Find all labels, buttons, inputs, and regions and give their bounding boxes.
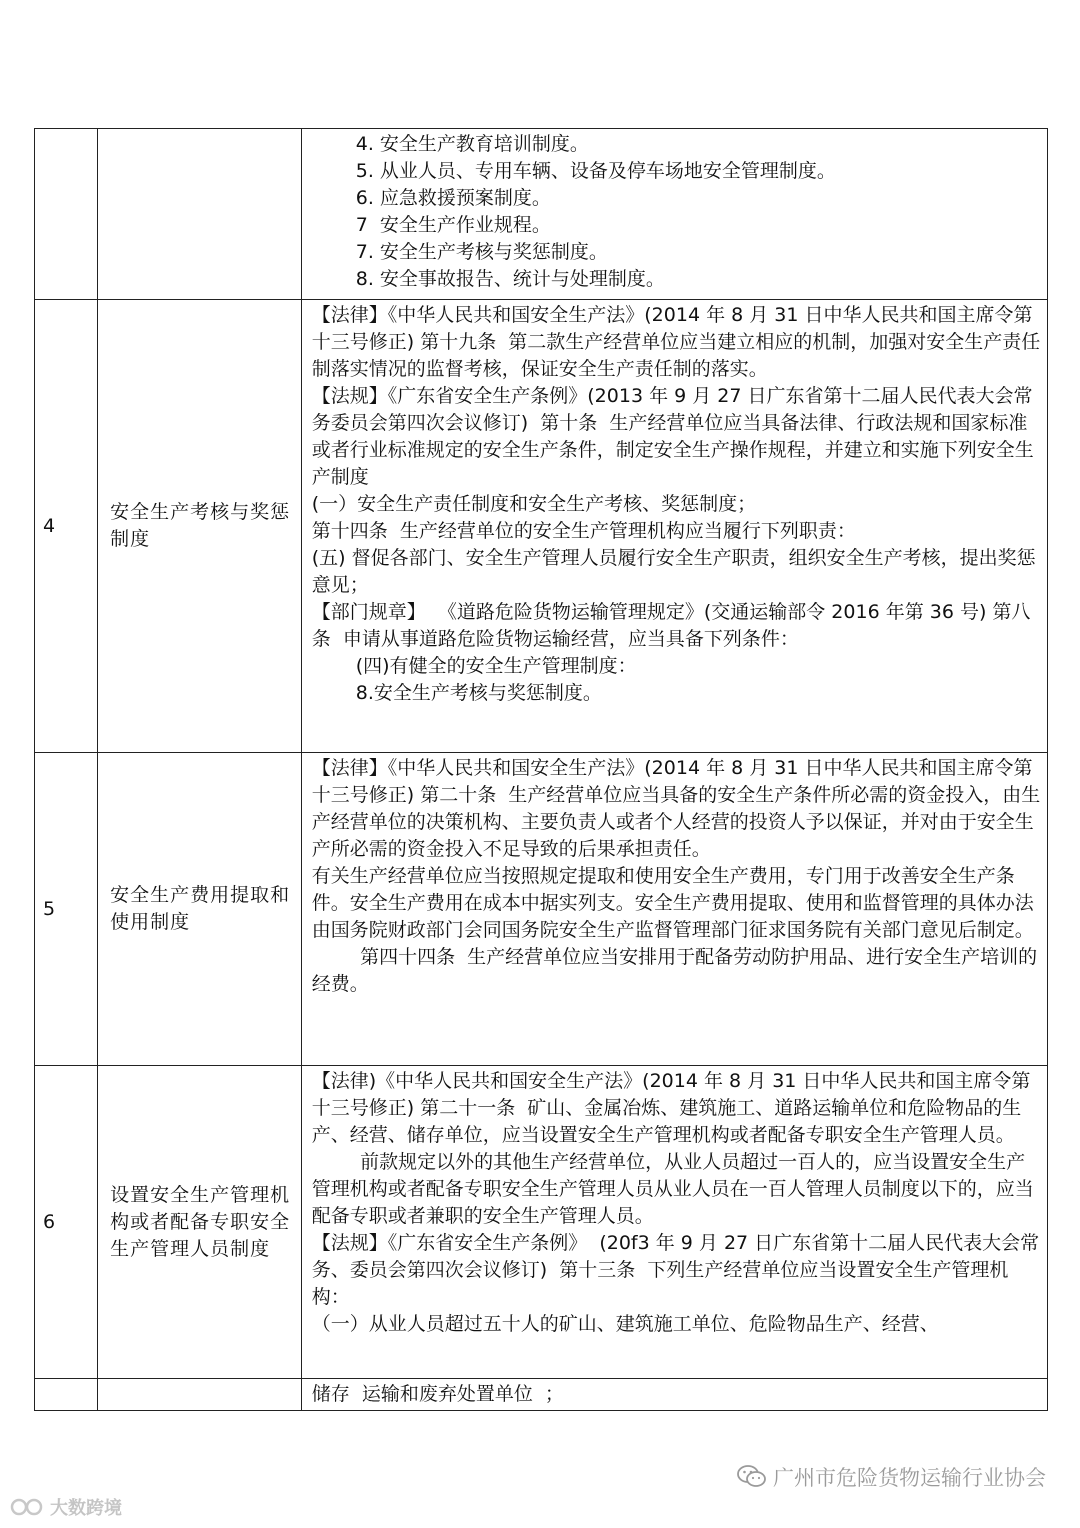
row-content (301, 1066, 1047, 1379)
row-title (98, 1379, 302, 1411)
content-line: 有关生产经营单位应当按照规定提取和使用安全生产费用，专门用于改善安全生产条件。安全生产费用在成本中据实列支。安全生产费用提取、使用和监督管理的具体办法由国务院财政部门会同国务院安全生产监督管理部门征求国务院有关部门意见后制定。 (311, 865, 1034, 941)
wechat-icon (737, 1464, 767, 1490)
row-title: 安全生产费用提取和使用制度 (98, 753, 302, 1066)
content-line: 【法律】《中华人民共和国安全生产法》(2014 年 8 月 31 日中华人民共和国主席令第十三号修正) 第十九条 第二款生产经营单位应当建立相应的机制，加强对安全生产责任制落实情况的监督考核，保证安全生产责任制的落实。 (311, 304, 1041, 380)
content-line: 【法律】《中华人民共和国安全生产法》(2014 年 8 月 31 日中华人民共和国主席令第十三号修正) 第二十条 生产经营单位应当具备的安全生产条件所必需的资金投入，由生产经营单位的决策机构、主要负责人或者个人经营的投资人予以保证，并对由于安全生产所必需的资金投入不足导致的后果承担责任。 (311, 757, 1041, 860)
row-content (301, 1379, 1047, 1411)
table-row (35, 1066, 1048, 1379)
content-line: 【法规】《广东省安全生产条例》 (20f3 年 9 月 27 日广东省第十二届人民代表大会常务、委员会第四次会议修订) 第十三条 下列生产经营单位应当设置安全生产管理机构： (311, 1232, 1040, 1308)
content-line: 前款规定以外的其他生产经营单位，从业人员超过一百人的，应当设置安全生产管理机构或者配备专职安全生产管理人员从业人员在一百人管理人员制度以下的，应当配备专职或者兼职的安全生产管理人员。 (311, 1151, 1034, 1227)
content-line: （一）从业人员超过五十人的矿山、建筑施工单位、危险物品生产、经营、 (311, 1313, 939, 1335)
content-line: 7. 安全生产考核与奖惩制度。 (355, 241, 608, 263)
content-line: 5. 从业人员、专用车辆、设备及停车场地安全管理制度。 (355, 160, 836, 182)
content-line: (一）安全生产责任制度和安全生产考核、奖惩制度； (311, 493, 757, 515)
row-number: 4 (35, 300, 98, 753)
content-line: 第四十四条 生产经营单位应当安排用于配备劳动防护用品、进行安全生产培训的经费。 (311, 946, 1038, 995)
row-number (35, 129, 98, 300)
content-line: 6. 应急救援预案制度。 (355, 187, 551, 209)
row-content (301, 753, 1047, 1066)
table-row (35, 129, 1048, 300)
content-line: (四)有健全的安全生产管理制度： (355, 655, 637, 677)
row-title (98, 129, 302, 300)
content-line: 【法规】《广东省安全生产条例》(2013 年 9 月 27 日广东省第十二届人民代表大会常务委员会第四次会议修订) 第十条 生产经营单位应当具备法律、行政法规和国家标准或者行业标准规定的安全生产条件，制定安全生产操作规程，并建立和实施下列安全生产制度 (311, 385, 1034, 488)
watermark-logo-icon (10, 1498, 46, 1516)
content-line: 7 安全生产作业规程。 (355, 214, 551, 236)
watermark-text: 大数跨境 (50, 1498, 122, 1519)
row-title: 设置安全生产管理机构或者配备专职安全生产管理人员制度 (98, 1066, 302, 1379)
content-line: 储存 运输和废弃处置单位 ； (311, 1383, 564, 1405)
content-line: (五) 督促各部门、安全生产管理人员履行安全生产职责，组织安全生产考核，提出奖惩意见； (311, 547, 1036, 596)
content-line: 8. 安全事故报告、统计与处理制度。 (355, 268, 665, 290)
org-name: 广州市危险货物运输行业协会 (773, 1466, 1046, 1490)
watermark (10, 1494, 122, 1520)
table-row (35, 1379, 1048, 1411)
row-number (35, 1379, 98, 1411)
row-content (301, 129, 1047, 300)
regulation-table (34, 128, 1048, 1411)
content-line: 4. 安全生产教育培训制度。 (355, 133, 589, 155)
row-content (301, 300, 1047, 753)
row-title: 安全生产考核与奖惩制度 (98, 300, 302, 753)
table-row (35, 753, 1048, 1066)
footer-attribution (737, 1462, 1046, 1492)
content-line: 【部门规章】 《道路危险货物运输管理规定》(交通运输部令 2016 年第 36 号) 第八条 申请从事道路危险货物运输经营，应当具备下列条件： (311, 601, 1031, 650)
row-number: 5 (35, 753, 98, 1066)
content-line: 8.安全生产考核与奖惩制度。 (355, 682, 602, 704)
content-line: 第十四条 生产经营单位的安全生产管理机构应当履行下列职责： (311, 520, 856, 542)
table-row (35, 300, 1048, 753)
content-line: 【法律)《中华人民共和国安全生产法》(2014 年 8 月 31 日中华人民共和国主席令第十三号修正) 第二十一条 矿山、金属冶炼、建筑施工、道路运输单位和危险物品的生产、经营、储存单位，应当设置安全生产管理机构或者配备专职安全生产管理人员。 (311, 1070, 1031, 1146)
row-number: 6 (35, 1066, 98, 1379)
